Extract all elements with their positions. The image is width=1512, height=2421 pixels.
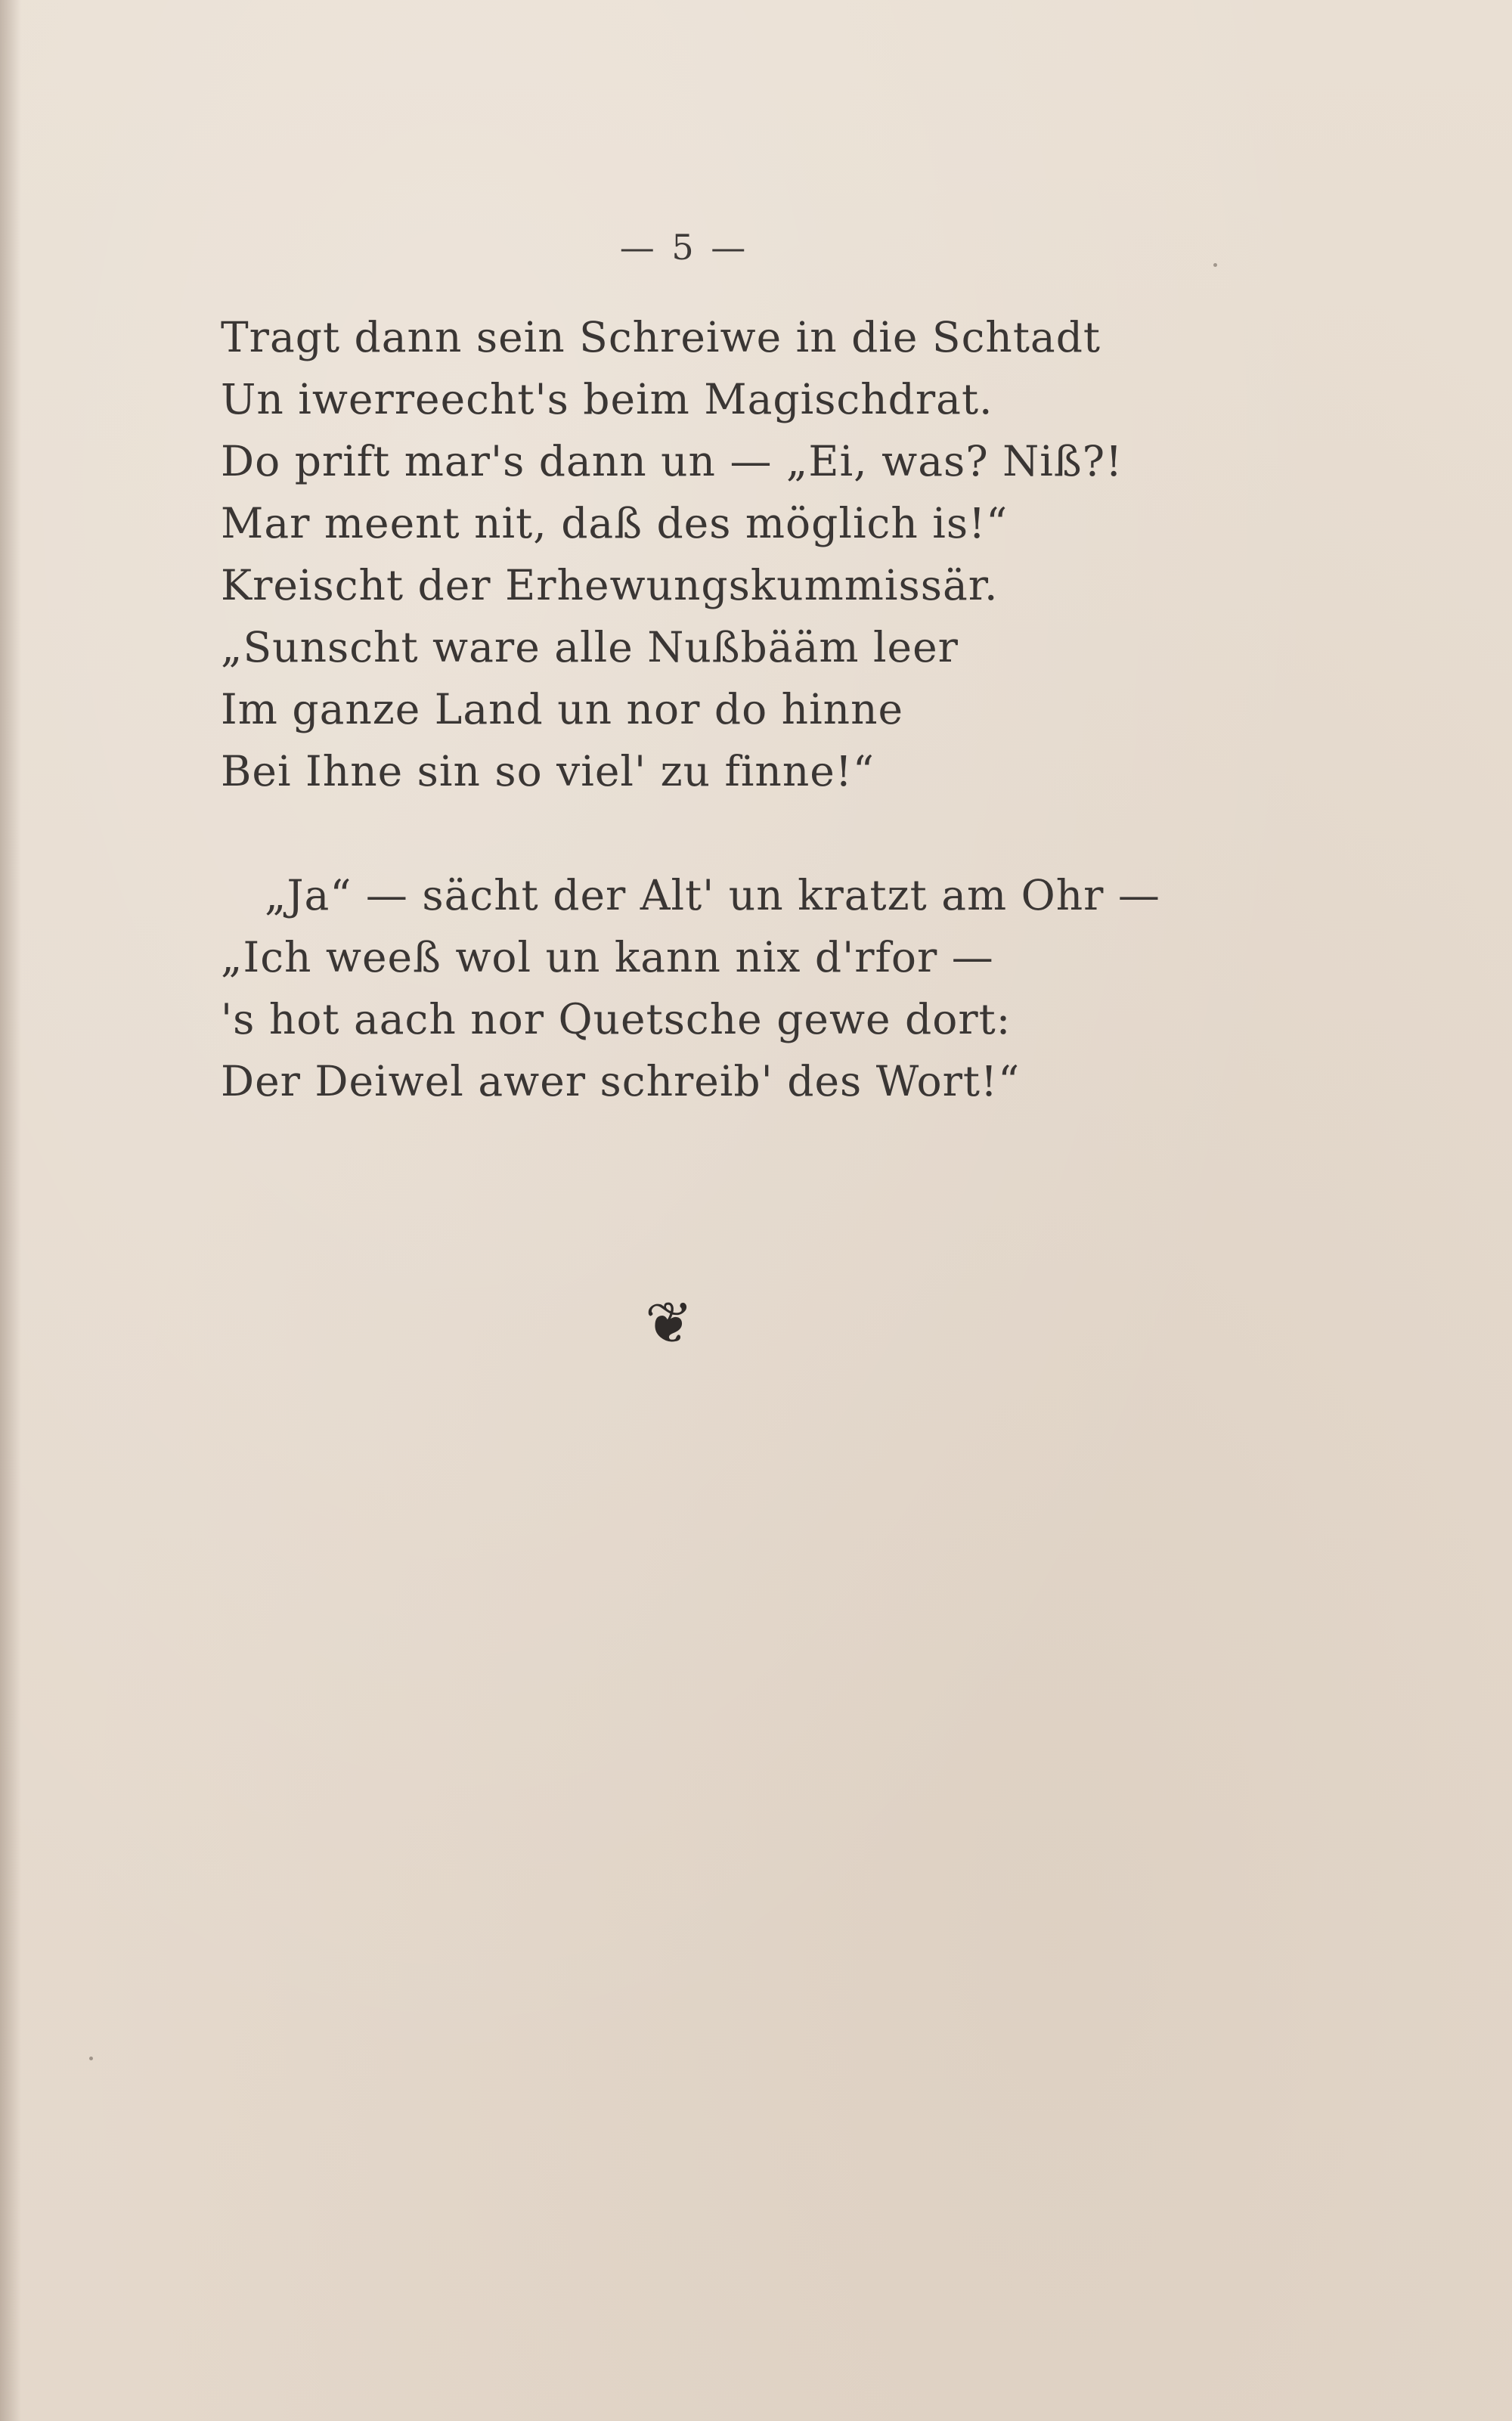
poem-line: Mar meent nit, daß des möglich is!“	[221, 499, 1009, 547]
poem-line: „Ja“ — sächt der Alt' un kratzt am Ohr —	[265, 871, 1160, 919]
stanza-2	[221, 864, 1279, 1112]
page-number: — 5 —	[619, 227, 749, 268]
poem-line: Un iwerreecht's beim Magischdrat.	[221, 375, 993, 423]
poem-line: Kreischt der Erhewungskummissär.	[221, 561, 999, 609]
leaf-ornament-icon: ❦	[645, 1289, 693, 1356]
paper-speck	[89, 2057, 93, 2060]
poem-line: Do prift mar's dann un — „Ei, was? Niß?!	[221, 437, 1123, 485]
poem-line: Der Deiwel awer schreib' des Wort!“	[221, 1057, 1021, 1105]
poem-line: „Ich weeß wol un kann nix d'rfor —	[221, 933, 994, 981]
paper-speck	[1213, 263, 1217, 267]
poem-line: Im ganze Land un nor do hinne	[221, 685, 904, 733]
poem-line: „Sunscht ware alle Nußbääm leer	[221, 623, 959, 671]
stanza-1	[221, 306, 1279, 802]
poem-line: Tragt dann sein Schreiwe in die Schtadt	[221, 313, 1101, 361]
poem	[221, 306, 1279, 1112]
poem-line: 's hot aach nor Quetsche gewe dort:	[221, 995, 1012, 1043]
poem-line: Bei Ihne sin so viel' zu finne!“	[221, 747, 875, 795]
